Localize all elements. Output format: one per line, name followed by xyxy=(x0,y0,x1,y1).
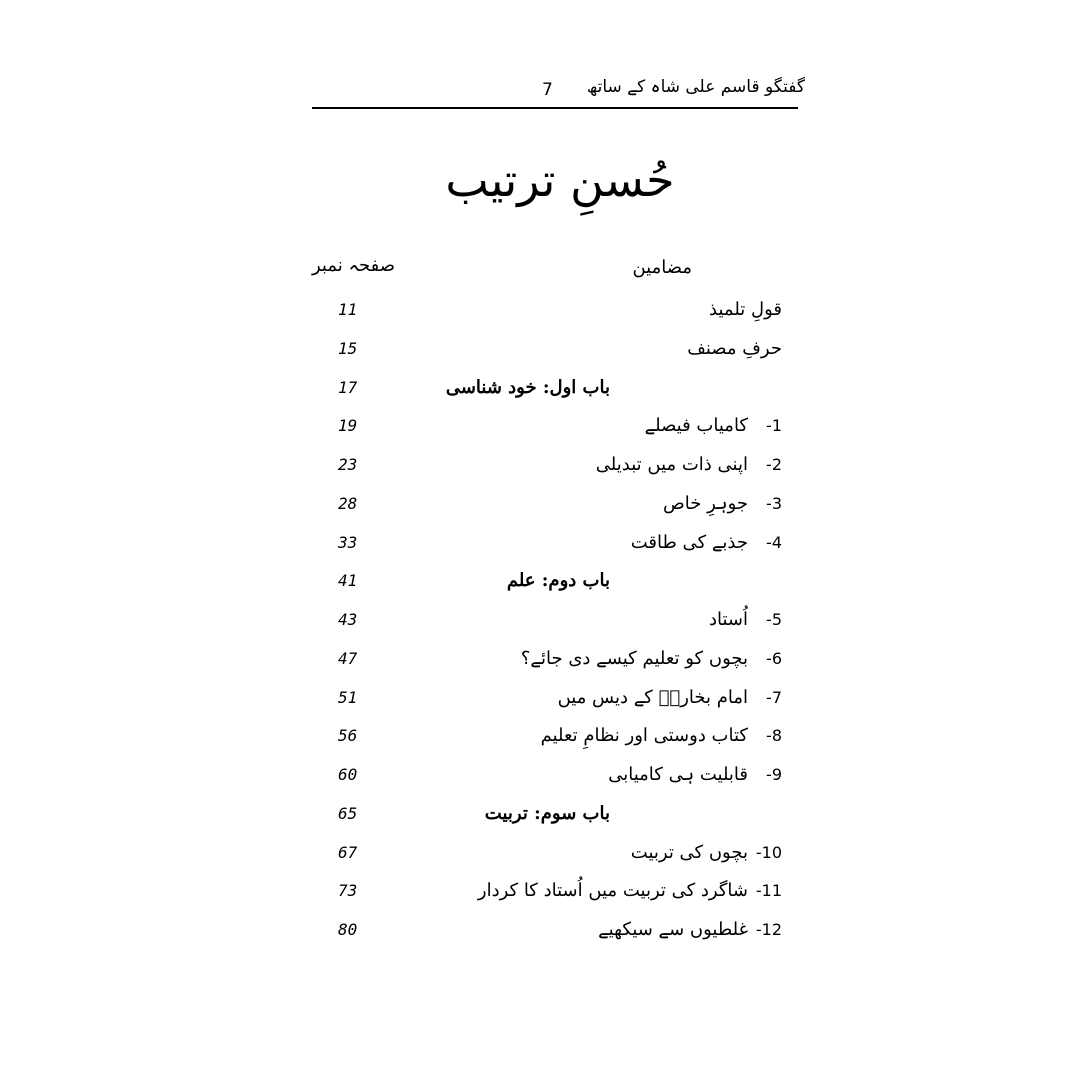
toc-entry-number: -7 xyxy=(766,688,782,707)
toc-entry-number: -2 xyxy=(766,455,782,474)
toc-entry xyxy=(0,564,1080,598)
running-header-book-title: گفتگو قاسم علی شاہ کے ساتھ xyxy=(586,77,805,97)
header-rule xyxy=(312,107,798,109)
toc-entry-number: -10 xyxy=(755,843,782,862)
toc-entry-page: 41 xyxy=(338,571,358,590)
toc-entry-number: -1 xyxy=(766,416,782,435)
toc-entry-number: -6 xyxy=(766,649,782,668)
toc-entry-page: 17 xyxy=(338,378,358,397)
toc-entry-number: -3 xyxy=(766,494,782,513)
toc-entry-title: کتاب دوستی اور نظامِ تعلیم xyxy=(540,725,748,746)
toc-entry xyxy=(0,332,1080,366)
toc-entry-number: -8 xyxy=(766,726,782,745)
toc-entry xyxy=(0,719,1080,753)
toc-entry-page: 33 xyxy=(338,533,358,552)
toc-entry-page: 65 xyxy=(338,804,358,823)
toc-entry-page: 51 xyxy=(338,688,358,707)
toc-entry-title: امام بخاریؒ کے دیس میں xyxy=(557,687,748,708)
toc-entry xyxy=(0,874,1080,908)
toc-entry-title: اُستاد xyxy=(708,609,748,630)
toc-entry-page: 23 xyxy=(338,455,358,474)
toc-entry-title: جذبے کی طاقت xyxy=(630,532,748,553)
toc-section-title: باب دوم: علم xyxy=(506,570,610,591)
toc-section-title: باب اول: خود شناسی xyxy=(445,377,610,398)
toc-entry xyxy=(0,681,1080,715)
toc-entry-title: بچوں کو تعلیم کیسے دی جائے؟ xyxy=(520,648,748,669)
column-heading-subjects: مضامین xyxy=(632,257,692,278)
toc-entry xyxy=(0,448,1080,482)
toc-entry-title: جوہرِ خاص xyxy=(663,493,748,514)
toc-entry-page: 67 xyxy=(338,843,358,862)
toc-entry xyxy=(0,836,1080,870)
page-title: حُسنِ ترتیب xyxy=(445,153,675,207)
toc-entry-number: -4 xyxy=(766,533,782,552)
toc-entry xyxy=(0,526,1080,560)
toc-entry-page: 19 xyxy=(338,416,358,435)
toc-entry-page: 60 xyxy=(338,765,358,784)
toc-entry-title: قولِ تلمیذ xyxy=(709,299,782,320)
toc-entry xyxy=(0,797,1080,831)
toc-entry-title: بچوں کی تربیت xyxy=(630,842,748,863)
toc-entry xyxy=(0,487,1080,521)
toc-entry xyxy=(0,603,1080,637)
toc-entry-title: شاگرد کی تربیت میں اُستاد کا کردار xyxy=(477,880,748,901)
toc-entry-page: 11 xyxy=(338,300,358,319)
toc-entry-title: قابلیت ہی کامیابی xyxy=(608,764,748,785)
toc-entry-page: 47 xyxy=(338,649,358,668)
toc-entry xyxy=(0,758,1080,792)
toc-entry-page: 80 xyxy=(338,920,358,939)
toc-entry-number: -11 xyxy=(755,881,782,900)
toc-entry xyxy=(0,409,1080,443)
toc-entry-page: 43 xyxy=(338,610,358,629)
toc-entry-number: -5 xyxy=(766,610,782,629)
toc-entry xyxy=(0,293,1080,327)
toc-entry xyxy=(0,913,1080,947)
toc-entry-page: 56 xyxy=(338,726,358,745)
toc-entry-page: 15 xyxy=(338,339,358,358)
toc-entry-title: غلطیوں سے سیکھیے xyxy=(598,919,748,940)
running-header-page-number: 7 xyxy=(542,80,553,100)
toc-entry-title: اپنی ذات میں تبدیلی xyxy=(595,454,748,475)
toc-section-title: باب سوم: تربیت xyxy=(484,803,610,824)
column-heading-page-number: صفحہ نمبر xyxy=(312,255,396,276)
toc-entry-title: کامیاب فیصلے xyxy=(644,415,748,436)
toc-entry xyxy=(0,642,1080,676)
toc-entry-page: 28 xyxy=(338,494,358,513)
toc-entry-number: -12 xyxy=(755,920,782,939)
toc-entry xyxy=(0,371,1080,405)
toc-entry-title: حرفِ مصنف xyxy=(687,338,782,359)
toc-entry-page: 73 xyxy=(338,881,358,900)
toc-entry-number: -9 xyxy=(766,765,782,784)
